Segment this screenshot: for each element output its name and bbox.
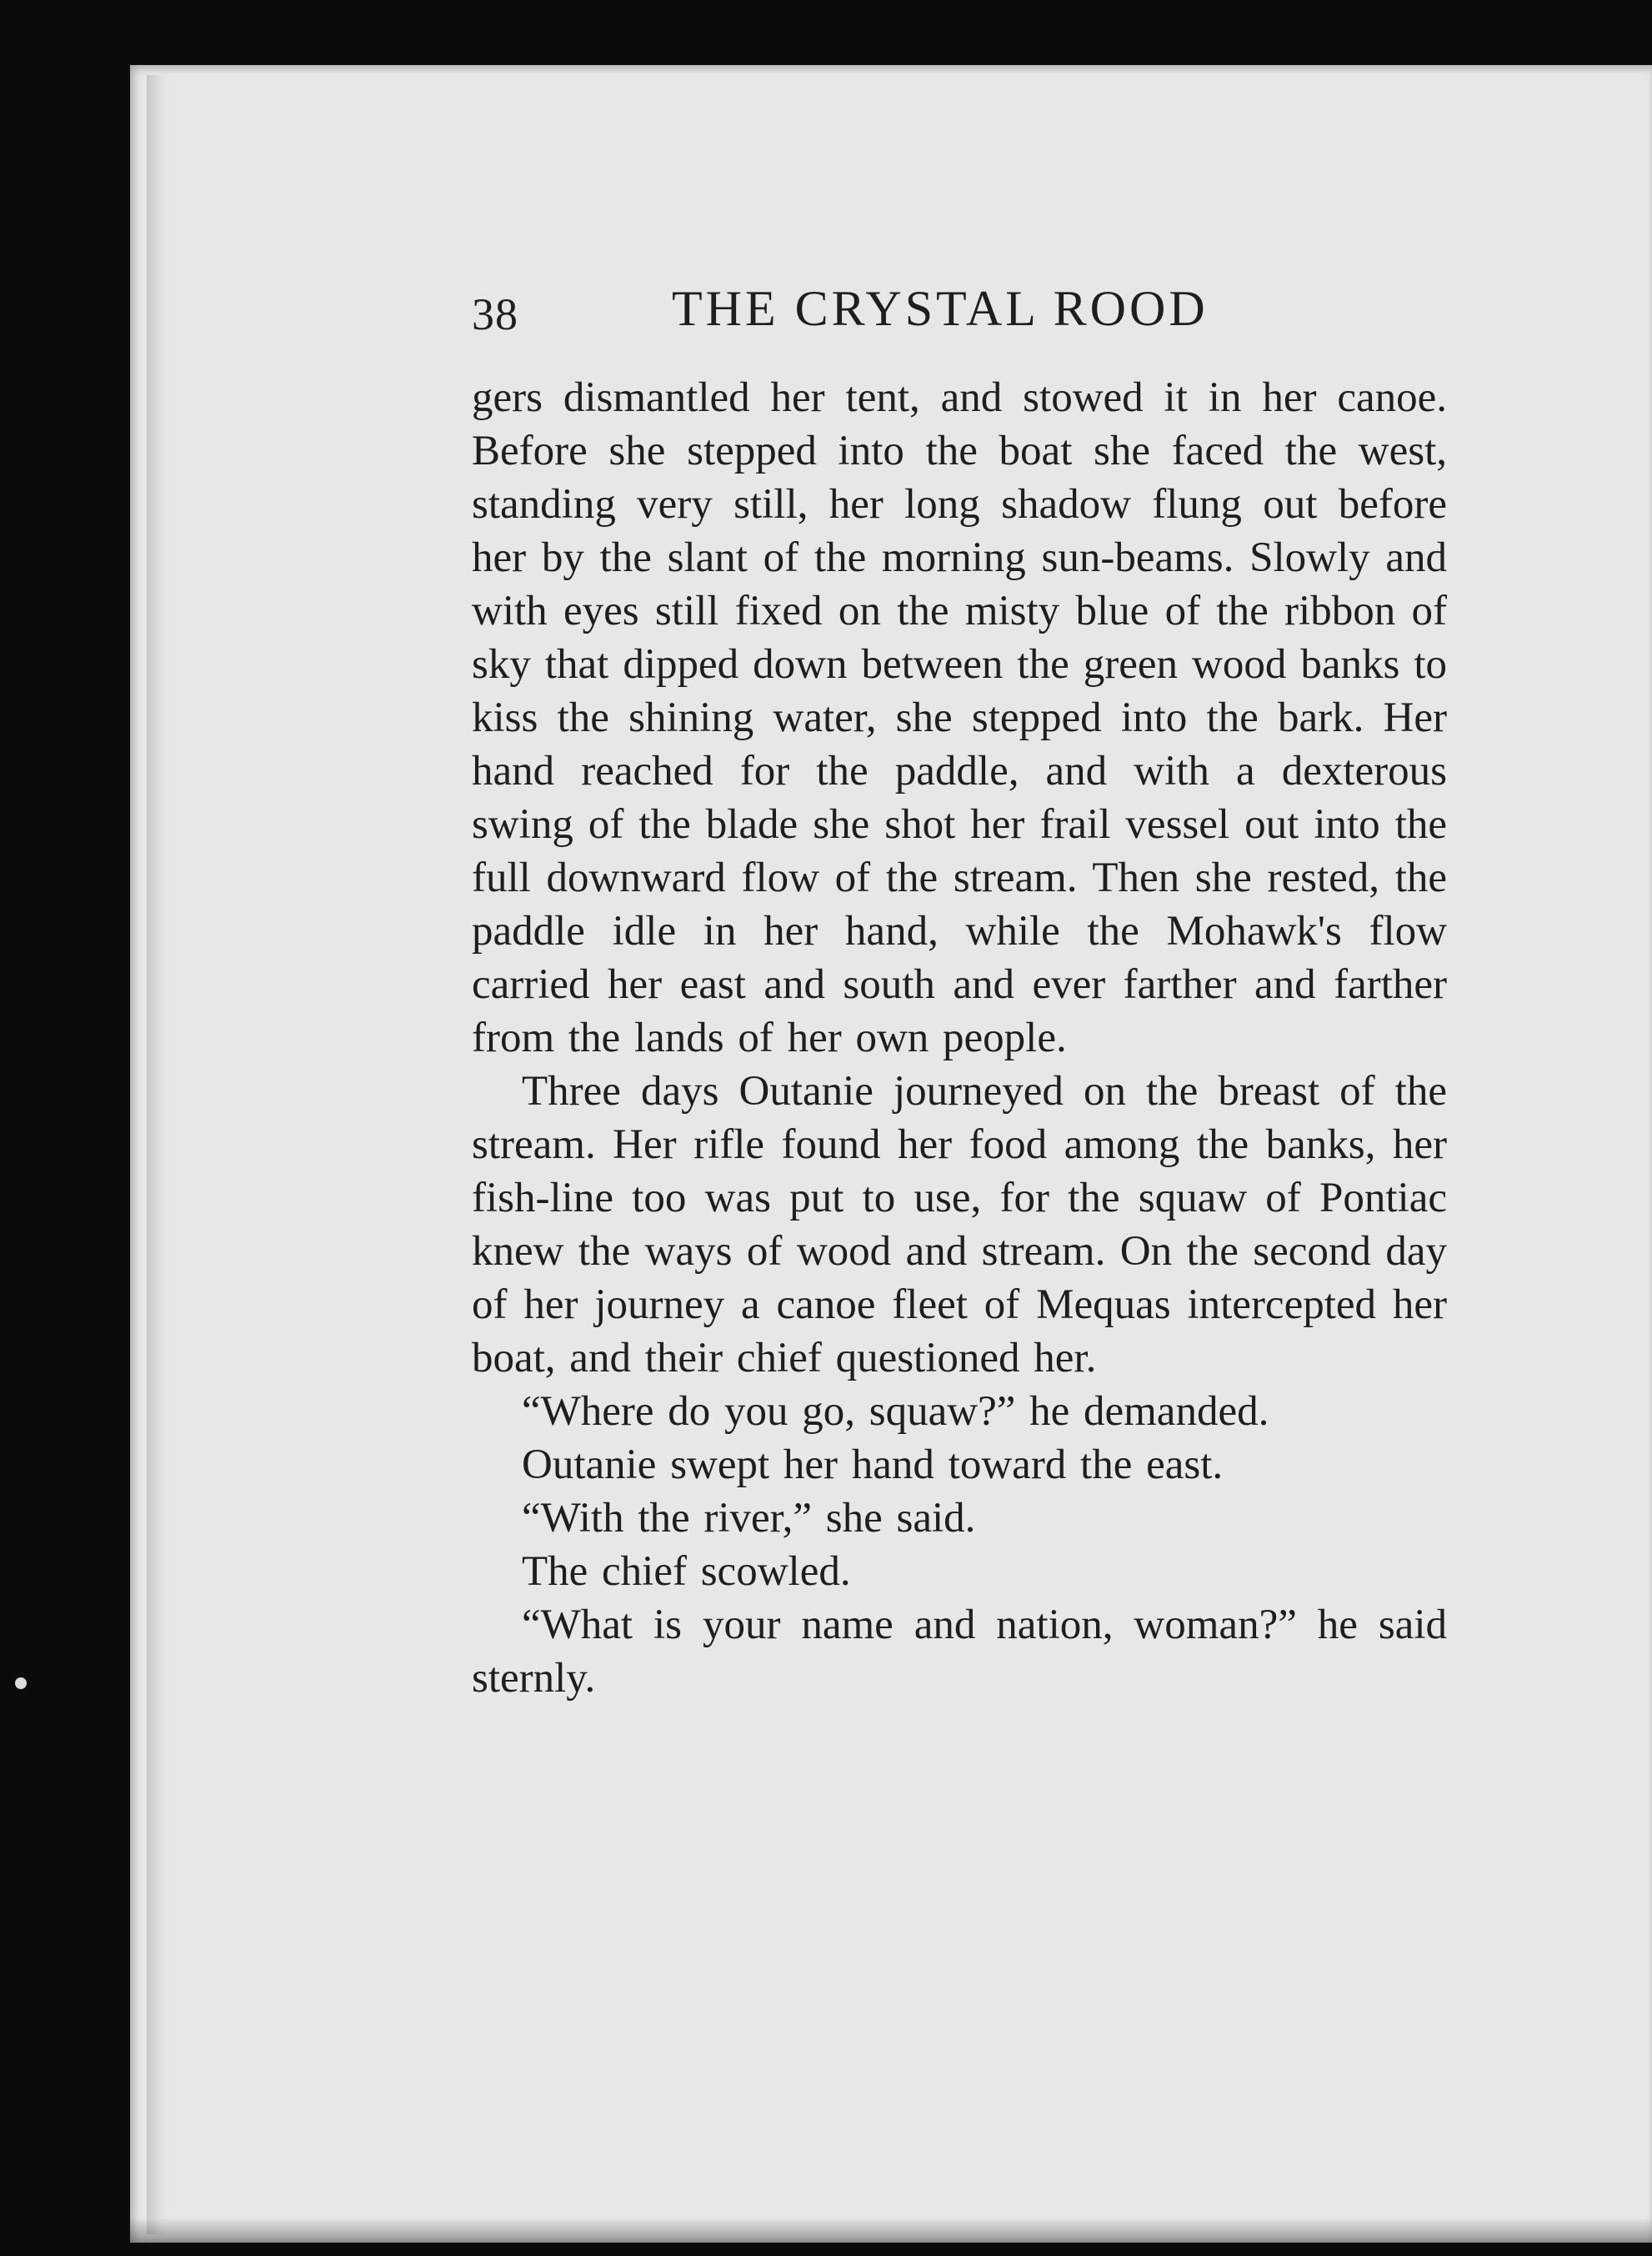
paragraph-continued: gers dismantled her tent, and stowed it in her canoe. Before she stepped into the boat she faced the west, standing very still, her long shadow flung out before her by the slant of the morning sun-beams. Slowly and with eyes still fixed on the misty blue of the ribbon of sky that dipped down between the green wood banks to kiss the shining water, she stepped into the bark. Her hand reached for the paddle, and with a dexterous swing of the blade she shot her frail vessel out into the full downward flow of the stream. Then she rested, the paddle idle in her hand, while the Mohawk's flow carried her east and south and ever farther and farther from the lands of her own people. (472, 374, 1447, 1061)
body-text (472, 371, 1447, 1705)
page-edge-shadow (147, 75, 168, 2234)
bottom-edge-shadow (130, 2218, 1652, 2243)
paragraph: Three days Outanie journeyed on the breast of the stream. Her rifle found her food among the banks, her fish-line too was put to use, for the squaw of Pontiac knew the ways of wood and stream. On the second day of her journey a canoe fleet of Mequas intercepted her boat, and their chief questioned her. (472, 1068, 1447, 1381)
dialogue-line: “What is your name and nation, woman?” he said sternly. (472, 1602, 1447, 1702)
dialogue-line: “With the river,” she said. (522, 1495, 976, 1542)
scan-speck (15, 1677, 27, 1689)
page-number: 38 (472, 289, 518, 339)
paragraph: Outanie swept her hand toward the east. (522, 1441, 1224, 1488)
page-header (472, 280, 1447, 347)
running-head: THE CRYSTAL ROOD (672, 281, 1209, 336)
dialogue-line: “Where do you go, squaw?” he demanded. (522, 1388, 1269, 1435)
paragraph: The chief scowled. (522, 1548, 851, 1595)
